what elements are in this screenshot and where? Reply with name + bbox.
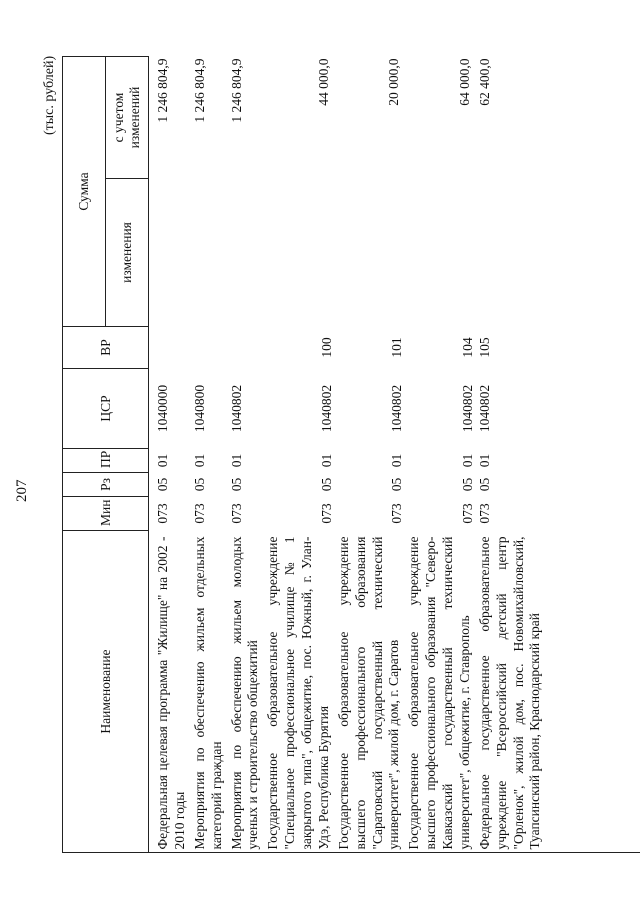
row-pr: 01 bbox=[318, 453, 334, 468]
table-row bbox=[149, 56, 192, 852]
row-name: Государственное образовательное учреждение высшего профессионального образования "Северо-Кавказский государственный технический университет", общежитие, г. Ставрополь bbox=[406, 536, 472, 850]
row-csr: 1040802 bbox=[459, 384, 475, 433]
row-vr: 105 bbox=[476, 337, 492, 358]
row-vr bbox=[192, 327, 229, 369]
row-changes bbox=[406, 179, 477, 327]
row-with-changes: 64 000,0 bbox=[456, 58, 472, 106]
table-row bbox=[265, 56, 336, 852]
row-min: 073 bbox=[459, 503, 475, 524]
row-with-changes: 1 246 804,9 bbox=[228, 58, 244, 123]
row-with-changes: 1 246 804,9 bbox=[155, 58, 170, 123]
row-csr: 1040800 bbox=[191, 384, 207, 433]
header-name: Наименование bbox=[63, 531, 149, 853]
row-name: Мероприятия по обеспечению жильем отдельных категорий граждан bbox=[191, 536, 224, 850]
header-min: Мин bbox=[63, 497, 149, 531]
row-pr: 01 bbox=[389, 453, 405, 468]
row-min: 073 bbox=[318, 503, 334, 524]
header-vr: ВР bbox=[63, 327, 149, 369]
row-with-changes: 20 000,0 bbox=[386, 58, 402, 106]
row-csr: 1040802 bbox=[318, 384, 334, 433]
table-row bbox=[336, 56, 407, 852]
row-min: 073 bbox=[155, 503, 170, 524]
units-note: (тыс. рублей) bbox=[42, 55, 57, 135]
row-with-changes: 44 000,0 bbox=[315, 58, 331, 106]
row-pr: 01 bbox=[476, 453, 492, 468]
row-pr: 01 bbox=[155, 453, 170, 468]
row-name: Федеральное государственное образовательное учреждение "Всероссийский детский центр "Орленок", жилой дом, пос. Новомихайловский, Туапсинский район, Краснодарский край bbox=[476, 536, 543, 850]
page-number: 207 bbox=[14, 479, 30, 502]
row-rz: 05 bbox=[476, 477, 492, 492]
row-pr: 01 bbox=[228, 453, 244, 468]
row-rz: 05 bbox=[389, 477, 405, 492]
row-changes bbox=[149, 179, 192, 327]
header-rz: Рз bbox=[63, 473, 149, 497]
row-with-changes: 62 400,0 bbox=[476, 58, 492, 106]
row-changes bbox=[336, 179, 407, 327]
row-name: Государственное образовательное учреждение высшего профессионального образования "Саратовский государственный технический университет", жилой дом, г. Саратов bbox=[335, 536, 402, 850]
row-csr: 1040802 bbox=[228, 384, 244, 433]
row-min: 073 bbox=[228, 503, 244, 524]
header-pr: ПР bbox=[63, 449, 149, 473]
row-rz: 05 bbox=[228, 477, 244, 492]
row-csr: 1040802 bbox=[476, 384, 492, 433]
row-name: Мероприятия по обеспечению жильем молодых ученых и строительство общежитий bbox=[228, 536, 261, 850]
row-rz: 05 bbox=[318, 477, 334, 492]
row-rz: 05 bbox=[191, 477, 207, 492]
row-changes bbox=[477, 179, 548, 327]
row-with-changes: 1 246 804,9 bbox=[191, 58, 207, 123]
row-changes bbox=[229, 179, 266, 327]
row-min: 073 bbox=[191, 503, 207, 524]
header-with-changes: с учетом изменений bbox=[106, 56, 149, 178]
header-changes: изменения bbox=[106, 179, 149, 327]
row-changes bbox=[192, 179, 229, 327]
table-row bbox=[229, 56, 266, 852]
row-rz: 05 bbox=[155, 477, 170, 492]
row-pr: 01 bbox=[191, 453, 207, 468]
row-vr bbox=[229, 327, 266, 369]
budget-table bbox=[62, 56, 547, 853]
table-row bbox=[477, 56, 548, 852]
table-row bbox=[406, 56, 477, 852]
row-rz: 05 bbox=[459, 477, 475, 492]
row-pr: 01 bbox=[459, 453, 475, 468]
row-name: Государственное образовательное учреждение "Специальное профессиональное училище № 1 закрытого типа", общежитие, пос. Южный, г. Улан-Удэ, Республика Бурятия bbox=[265, 536, 331, 850]
row-changes bbox=[265, 179, 336, 327]
row-vr: 104 bbox=[459, 337, 475, 358]
row-csr: 1040802 bbox=[389, 384, 405, 433]
row-vr: 100 bbox=[318, 337, 334, 358]
row-csr: 1040000 bbox=[155, 384, 170, 433]
row-min: 073 bbox=[389, 503, 405, 524]
row-vr bbox=[149, 327, 192, 369]
header-sum: Сумма bbox=[63, 56, 106, 326]
row-name: Федеральная целевая программа "Жилище" на 2002 - 2010 годы bbox=[155, 536, 187, 850]
row-min: 073 bbox=[476, 503, 492, 524]
table-row bbox=[192, 56, 229, 852]
header-csr: ЦСР bbox=[63, 369, 149, 449]
row-vr: 101 bbox=[389, 337, 405, 358]
